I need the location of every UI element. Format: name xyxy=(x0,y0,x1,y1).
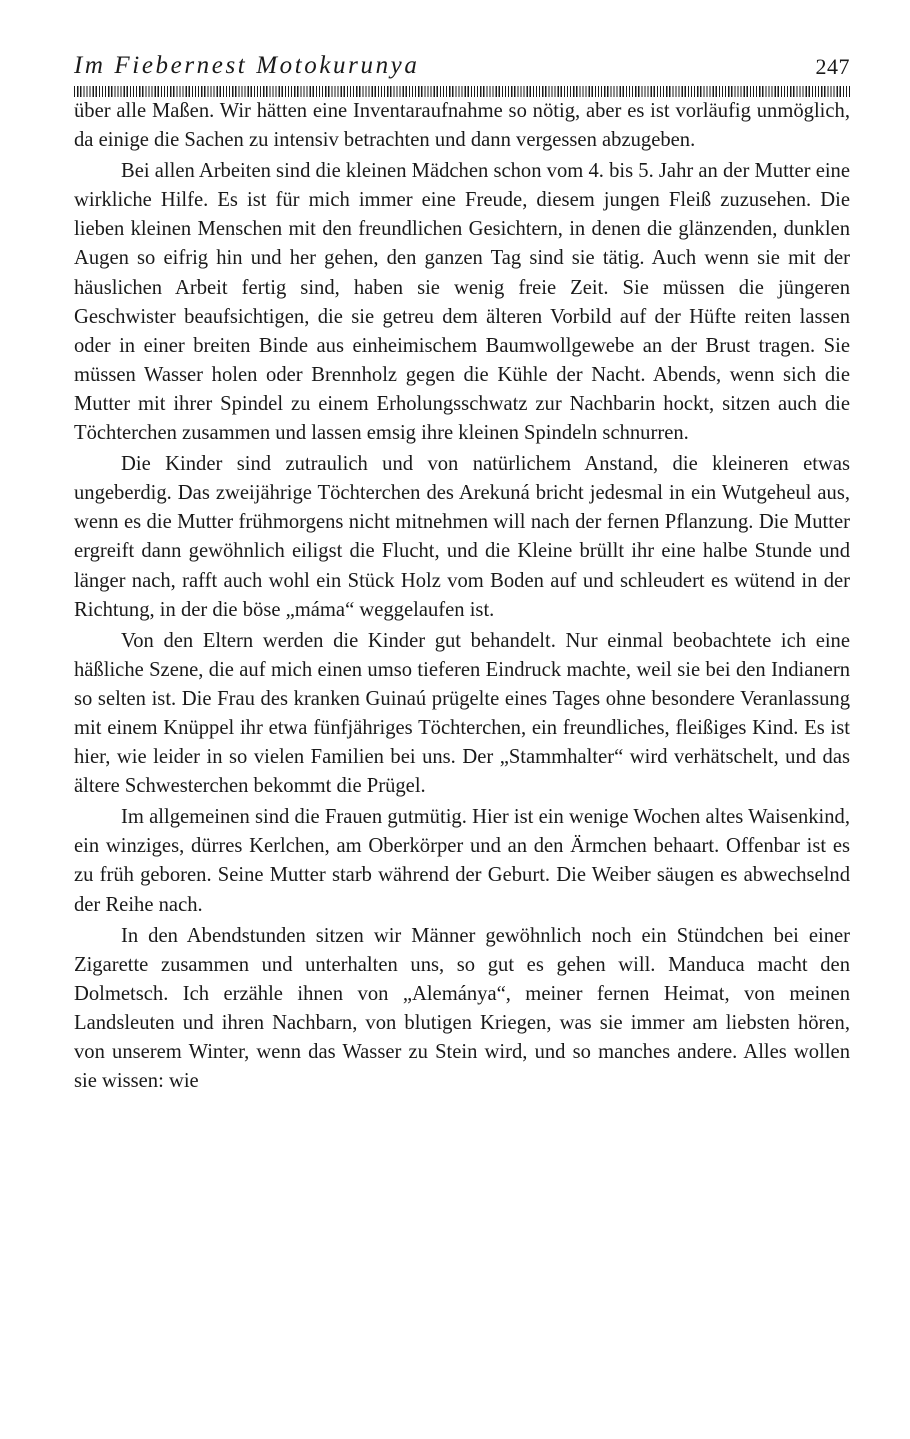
page-header xyxy=(74,52,850,82)
paragraph: Bei allen Arbeiten sind die kleinen Mädchen schon vom 4. bis 5. Jahr an der Mutter eine wirkliche Hilfe. Es ist für mich immer eine Freude, diesem jungen Fleiß zuzusehen. Die lieben kleinen Menschen mit den freundlichen Gesichtern, in denen die glänzenden, dunklen Augen so eifrig hin und her gehen, den ganzen Tag sind sie tätig. Auch wenn sie mit der häuslichen Arbeit fertig sind, haben sie wenig freie Zeit. Sie müssen die jüngeren Geschwister beaufsichtigen, die sie getreu dem älteren Vorbild auf der Hüfte reiten lassen oder in einer breiten Binde aus einheimischem Baumwollgewebe an der Brust tragen. Sie müssen Wasser holen oder Brennholz gegen die Kühle der Nacht. Abends, wenn sich die Mutter mit ihrer Spindel zu einem Erholungsschwatz zur Nachbarin hockt, sitzen auch die Töchterchen zusammen und lassen emsig ihre kleinen Spindeln schnurren. xyxy=(74,160,850,445)
running-title: Im Fiebernest Motokurunya xyxy=(74,52,420,79)
paragraph: Von den Eltern werden die Kinder gut behandelt. Nur einmal beobachtete ich eine häßliche Szene, die auf mich einen umso tieferen Eindruck machte, weil sie bei den Indianern so selten ist. Die Frau des kranken Guinaú prügelte eines Tages ohne besondere Veranlassung mit einem Knüppel ihr etwa fünfjähriges Töchterchen, ein freundliches, fleißiges Kind. Es ist hier, wie leider in so vielen Familien bei uns. Der „Stammhalter“ wird verhätschelt, und das ältere Schwesterchen bekommt die Prügel. xyxy=(74,629,850,798)
paragraph: Im allgemeinen sind die Frauen gutmütig. Hier ist ein wenige Wochen altes Waisenkind, ein winziges, dürres Kerlchen, am Oberkörper und an den Ärmchen behaart. Offenbar ist es zu früh geboren. Seine Mutter starb während der Geburt. Die Weiber säugen es abwechselnd der Reihe nach. xyxy=(74,806,850,916)
page-number: 247 xyxy=(815,54,850,79)
paragraph: Die Kinder sind zutraulich und von natürlichem Anstand, die kleineren etwas ungeberdig. Das zweijährige Töchterchen des Arekuná bricht jedesmal in ein Wutgeheul aus, wenn es die Mutter frühmorgens nicht mitnehmen will nach der fernen Pflanzung. Die Mutter ergreift dann gewöhnlich eiligst die Flucht, und die Kleine brüllt ihr eine halbe Stunde und länger nach, rafft auch wohl ein Stück Holz vom Boden auf und schleudert es wütend in der Richtung, in der die böse „máma“ weggelaufen ist. xyxy=(74,453,850,621)
body-text xyxy=(74,97,850,1096)
header-rule xyxy=(74,86,850,97)
paragraph: In den Abendstunden sitzen wir Männer gewöhnlich noch ein Stündchen bei einer Zigarette zusammen und unterhalten uns, so gut es gehen will. Manduca macht den Dolmetsch. Ich erzähle ihnen von „Alemánya“, meiner fernen Heimat, von meinen Landsleuten und ihren Nachbarn, von blutigen Kriegen, was sie immer am liebsten hören, von unserem Winter, wenn das Wasser zu Stein wird, und so manches andere. Alles wollen sie wissen: wie xyxy=(74,924,850,1093)
paragraph: über alle Maßen. Wir hätten eine Inventaraufnahme so nötig, aber es ist vorläufig unmöglich, da einige die Sachen zu intensiv betrachten und dann vergessen abzugeben. xyxy=(74,100,850,152)
